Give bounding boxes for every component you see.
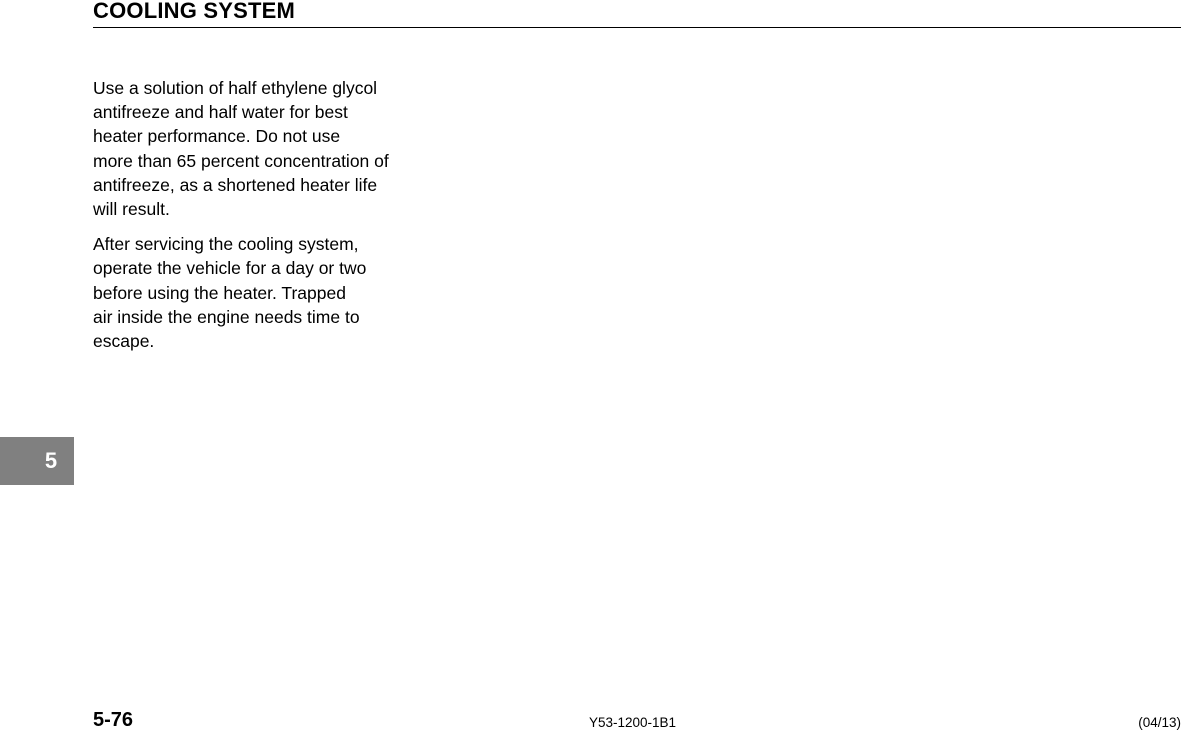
section-tab bbox=[0, 437, 74, 485]
paragraph-servicing: After servicing the cooling system, operate the vehicle for a day or two before using the heater. Trapped air inside the engine needs time to escape. bbox=[93, 234, 367, 352]
page-title: COOLING SYSTEM bbox=[93, 0, 296, 23]
paragraph-antifreeze: Use a solution of half ethylene glycol antifreeze and half water for best heater performance. Do not use more than 65 percent concentration of antifreeze, as a shortened heater life will result. bbox=[93, 78, 389, 220]
body-text bbox=[93, 76, 438, 364]
document-code: Y53-1200-1B1 bbox=[589, 715, 677, 730]
section-tab-label: 5 bbox=[44, 448, 58, 473]
page-number: 5-76 bbox=[93, 709, 134, 731]
header-divider bbox=[93, 27, 1181, 28]
revision-date: (04/13) bbox=[1138, 715, 1181, 730]
